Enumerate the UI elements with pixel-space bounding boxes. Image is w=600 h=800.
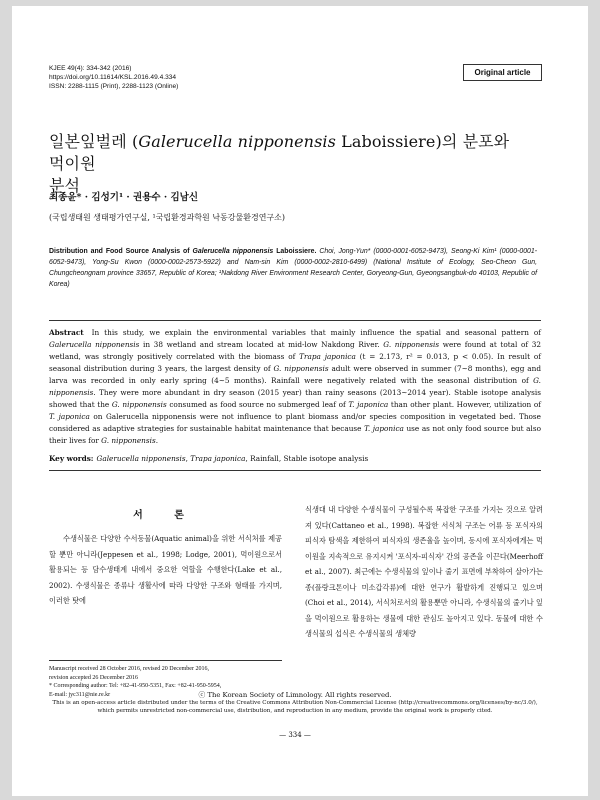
affiliation: (국립생태원 생태평가연구실, ¹국립환경과학원 낙동강물환경연구소) bbox=[49, 213, 286, 222]
abstract-box bbox=[49, 320, 541, 471]
journal-citation: KJEE 49(4): 334-342 (2016) bbox=[49, 65, 132, 72]
paper-page bbox=[12, 6, 588, 796]
page-number: — 334 — bbox=[279, 731, 311, 739]
right-column: 식생대 내 다양한 수생식물이 구성될수록 복잡한 구조를 가지는 것으로 알려져 있다(Cattaneo et al., 1998). 복잡한 서식처 구조는 어류 등 포식자의 피식자 탐색을 제한하여 피식자의 생존율을 높이며, 동시에 포식자에게는 먹이원을 지속적으로 유지시켜 '포식자-피식자' 간의 공존을 이끈다(Meerhoff et al., 2007). 최근에는 수생식물의 잎이나 줄기 표면에 부착하여 살아가는 종(플랑크톤이나 미소갑각류)에 대한 연구가 활발하게 진행되고 있으며(Choi et al., 2014), 서식처로서의 활용뿐만 아니라, 수생식물의 줄기나 잎을 먹이원으로 활용하는 생물에 대한 관심도 높아지고 있다. 동물에 대한 수생식물의 섭식은 수생식물의 생체량 bbox=[305, 505, 543, 638]
abstract-text: Abstract In this study, we explain the environmental variables that mainly influence the spatial and seasonal pattern of Galerucella nipponensis in 38 wetland and stream located at mid-low Nakdong River. G. nipponensis were found at total of 32 wetland, was strongly positively correlated with the biomass of Trapa japonica (t = 2.173, r² = 0.013, p < 0.05). In result of seasonal distribution during 3 years, the largest density of G. nipponensis adult were observed in summer (7~8 months), egg and larva was recorded in only early spring (4~5 months). Rainfall were negatively related with the seasonal distribution of G. nipponensis. They were more abundant in dry season (2015 year) than rainy seasons (2013~2014 year). Stable isotope analysis showed that the G. nipponensis consumed as food source no submerged leaf of T. japonica than other plant. However, utilization of T. japonica on Galerucella nipponensis were not influence to plant biomass and/or species composition in vegetated bed. Those considered as adaptive strategies for sustainable habitat maintenance that because T. japonica use as not only food source but also their lives for G. nipponensis. bbox=[49, 328, 541, 445]
author-list: 최종윤* · 김성기¹ · 권용수 · 김남신 bbox=[49, 192, 199, 203]
manuscript-footnote: Manuscript received 28 October 2016, revised 20 December 2016, revision accepted 26 December 2016 * Corresponding author: Tel: +82-41-950-5351, Fax: +82-41-950-5954, E-mail: jyc311@nie.re.kr bbox=[49, 660, 282, 699]
keywords: Key words: Galerucella nipponensis, Trapa japonica, Rainfall, Stable isotope analysis bbox=[49, 454, 369, 463]
section-heading-introduction: 서 론 bbox=[133, 510, 198, 521]
issn-line: ISSN: 2288-1115 (Print), 2288-1123 (Online) bbox=[49, 83, 179, 90]
journal-meta bbox=[49, 64, 178, 91]
left-column bbox=[49, 506, 282, 609]
doi-line[interactable]: https://doi.org/10.11614/KSL.2016.49.4.334 bbox=[49, 74, 177, 81]
intro-paragraph: 수생식물은 다양한 수서동물(Aquatic animal)을 위한 서식처를 제공할 뿐만 아니라(Jeppesen et al., 1998; Lodge, 2001), 먹이원으로서 활용되는 등 담수생태계 내에서 중요한 역할을 수행한다(Lake et al., 2002). 수생식물은 종류나 생활사에 따라 다양한 구조와 형태를 가지며, 이러한 탓에 bbox=[49, 534, 282, 605]
corresponding-email[interactable]: E-mail: jyc311@nie.re.kr bbox=[49, 691, 111, 698]
license-text: This is an open-access article distributed under the terms of the Creative Commons Attribution Non-Commercial License (http://creativecommons.org/licenses/by-nc/3.0/), which permits unrestricted non-commercial use, distribution, and reproduction in any medium, provide the original work is properly cited. bbox=[52, 700, 538, 714]
copyright-line: ⓒ The Korean Society of Limnology. All rights reserved. bbox=[198, 691, 392, 699]
article-type-badge: Original article bbox=[463, 64, 542, 81]
paper-title: 일본잎벌레 (Galerucella nipponensis Laboissiere)의 분포와 먹이원 분석 bbox=[49, 132, 510, 195]
english-title-block: Distribution and Food Source Analysis of Galerucella nipponensis Laboissiere. Choi, Jong-Yun* (0000-0001-6052-9473), Seong-Ki Kim¹ (0000-0001-6052-9473), Yong-Su Kwon (0000-0002-2573-5922) and Nam-sin Kim (0000-0002-2810-6499) (National Institute of Ecology, Seo-Cheon Gun, Chungcheongnam province 33657, Republic of Korea; ¹Nakdong River Environment Research Center, Goryeong-Gun, Gyeongsangbuk-do 40103, Republic of Korea) bbox=[49, 248, 537, 288]
